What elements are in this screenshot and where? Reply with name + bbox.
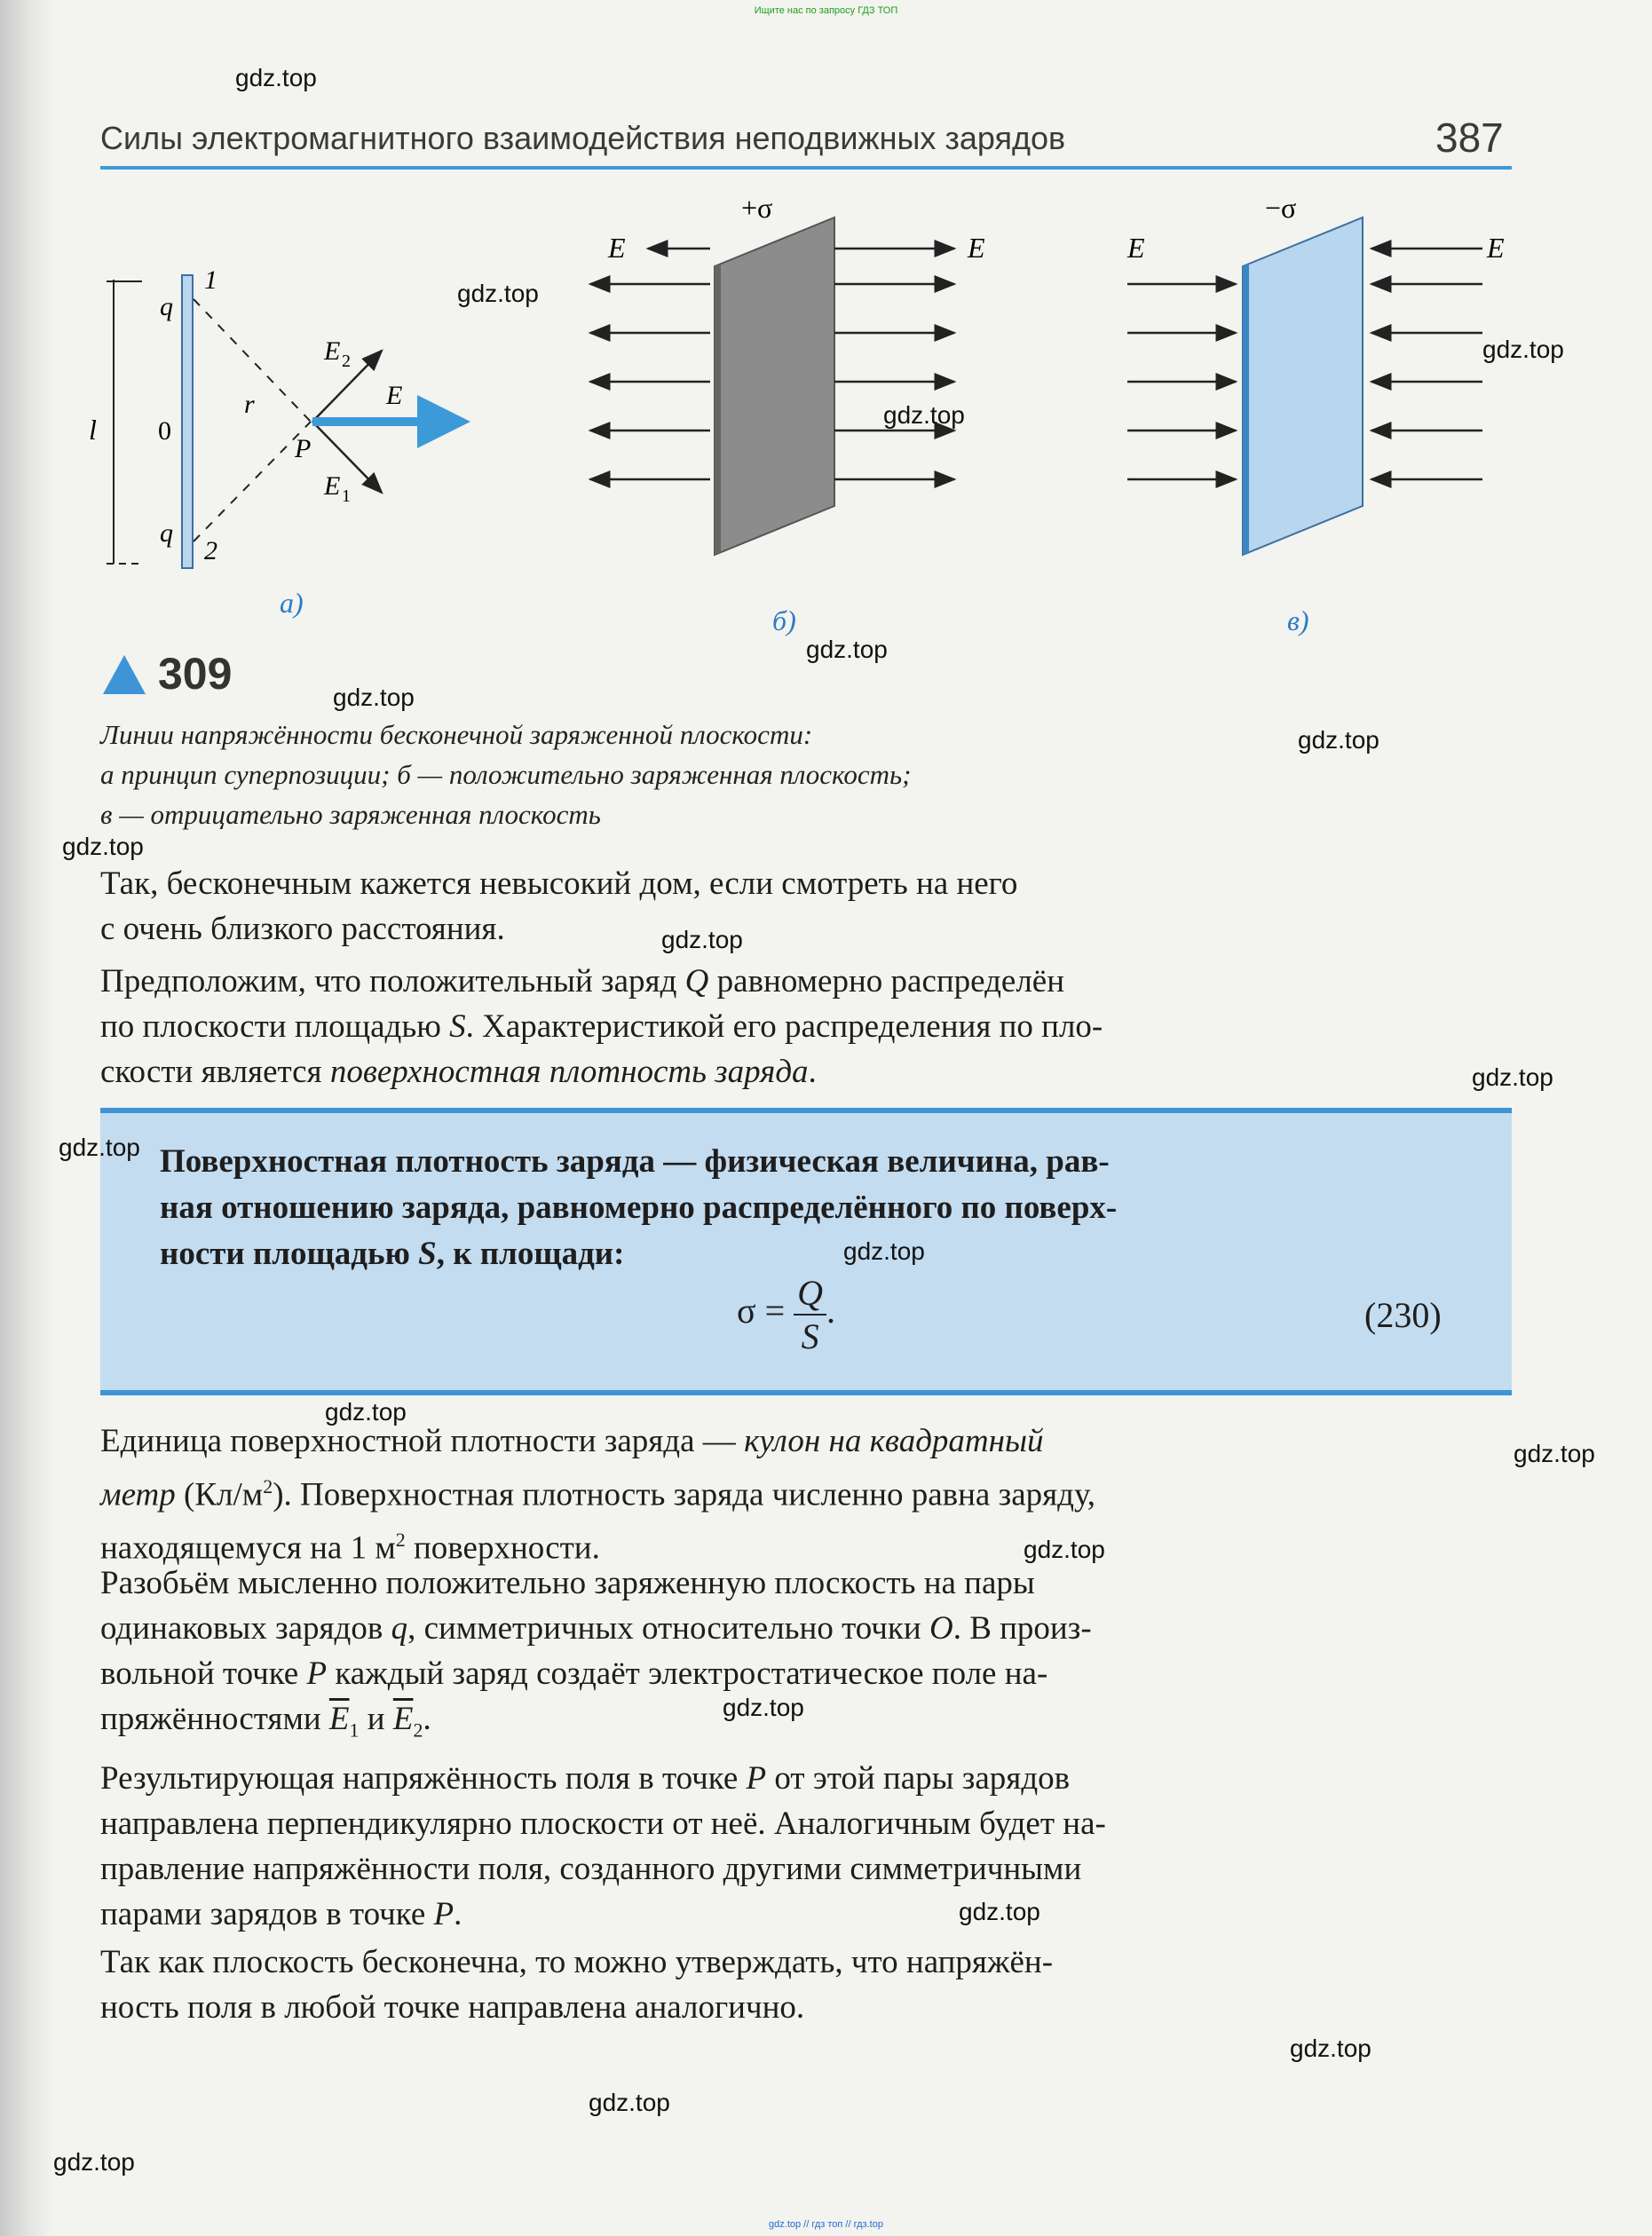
watermark: gdz.top bbox=[959, 1898, 1040, 1925]
panel-c-diagram bbox=[1126, 200, 1505, 636]
formula-sigma: σ = $\frac{Q}{S}$ . bbox=[737, 1273, 836, 1356]
text-line: Единица поверхностной плотности заряда — кулон на квадратный bbox=[100, 1423, 1044, 1459]
figure-309 bbox=[89, 200, 1536, 644]
label-plus-sigma: +σ bbox=[741, 200, 773, 224]
paragraph-5 bbox=[100, 1756, 1512, 1937]
text-line: парами зарядов в точке P. bbox=[100, 1896, 462, 1932]
paragraph-3 bbox=[100, 1418, 1512, 1571]
watermark: gdz.top bbox=[325, 1398, 407, 1426]
text-line: направлена перпендикулярно плоскости от неё. Аналогичным будет на- bbox=[100, 1805, 1106, 1842]
label-E2: E bbox=[324, 336, 341, 366]
label-r: r bbox=[244, 390, 255, 419]
paragraph-6 bbox=[100, 1940, 1512, 2030]
text-line: ная отношению заряда, равномерно распределённого по поверх- bbox=[160, 1189, 1118, 1226]
label-q-top: q bbox=[160, 292, 173, 321]
caption-line: в — отрицательно заряженная плоскость bbox=[100, 799, 601, 830]
watermark: gdz.top bbox=[589, 2089, 670, 2116]
label-E1: E bbox=[324, 471, 341, 501]
text-line: находящемуся на 1 $м^2$ поверхности. bbox=[100, 1529, 600, 1567]
panel-a-diagram bbox=[89, 265, 462, 619]
label-E: E bbox=[386, 381, 403, 410]
text-line: правление напряжённости поля, созданного другими симметричными bbox=[100, 1851, 1082, 1887]
figure-caption bbox=[100, 715, 911, 834]
text-line: метр $(Кл/м^2)$. Поверхностная плотность заряда численно равна заряду, bbox=[100, 1475, 1096, 1513]
watermark: gdz.top bbox=[1482, 336, 1564, 363]
text-line: Так как плоскость бесконечна, то можно утверждать, что напряжён- bbox=[100, 1944, 1054, 1980]
paragraph-4 bbox=[100, 1560, 1512, 1752]
bottom-note: gdz.top // гдз топ // гдз.top bbox=[769, 2219, 883, 2230]
watermark: gdz.top bbox=[59, 1134, 140, 1161]
watermark: gdz.top bbox=[1514, 1440, 1595, 1467]
watermark: gdz.top bbox=[843, 1237, 925, 1265]
watermark: gdz.top bbox=[333, 683, 415, 711]
caption-line: Линии напряжённости бесконечной заряженной плоскости: bbox=[100, 719, 813, 750]
text-line: скости является поверхностная плотность заряда. bbox=[100, 1054, 817, 1090]
label-E-left-c: E bbox=[1127, 232, 1145, 264]
panel-b-label: б) bbox=[772, 604, 796, 636]
text-line: ности площадью S, к площади: bbox=[160, 1236, 625, 1272]
charged-plate-edge bbox=[182, 275, 193, 568]
text-line: Предположим, что положительный заряд Q равномерно распределён bbox=[100, 963, 1065, 999]
watermark: gdz.top bbox=[1290, 2035, 1371, 2062]
text-line: по плоскости площадью S. Характеристикой его распределения по пло- bbox=[100, 1008, 1103, 1045]
definition-text bbox=[160, 1139, 1117, 1277]
panel-a-label: а) bbox=[280, 587, 304, 619]
label-E1-sub: 1 bbox=[342, 486, 351, 506]
caption-line: а принцип суперпозиции; б — положительно заряженная плоскость; bbox=[100, 759, 912, 790]
watermark: gdz.top bbox=[457, 280, 539, 307]
label-l: l bbox=[89, 414, 97, 446]
panel-c-label: в) bbox=[1287, 604, 1309, 636]
positive-plate bbox=[715, 217, 834, 555]
line-charge2-to-P bbox=[194, 422, 311, 541]
top-search-note: Ищите нас по запросу ГДЗ ТОП bbox=[754, 5, 898, 16]
vector-E1 bbox=[312, 422, 382, 493]
text-line: вольной точке P каждый заряд создаёт электростатическое поле на- bbox=[100, 1655, 1048, 1692]
watermark: gdz.top bbox=[235, 64, 317, 91]
watermark: gdz.top bbox=[1024, 1536, 1105, 1563]
label-num-2: 2 bbox=[204, 536, 217, 565]
label-zero: 0 bbox=[158, 416, 171, 446]
text-line: Так, бесконечным кажется невысокий дом, если смотреть на него bbox=[100, 865, 1018, 902]
label-minus-sigma: −σ bbox=[1265, 200, 1297, 224]
figure-marker-triangle-icon bbox=[103, 655, 146, 694]
watermark: gdz.top bbox=[53, 2148, 135, 2176]
watermark: gdz.top bbox=[883, 401, 965, 429]
label-E-right-c: E bbox=[1487, 232, 1505, 264]
watermark: gdz.top bbox=[62, 833, 144, 860]
page-number: 387 bbox=[1435, 115, 1504, 161]
label-E2-sub: 2 bbox=[342, 352, 351, 371]
book-gutter-shadow bbox=[0, 0, 53, 2236]
label-num-1: 1 bbox=[204, 265, 217, 295]
watermark: gdz.top bbox=[661, 926, 743, 953]
label-P: P bbox=[295, 434, 312, 463]
text-line: пряжённостями $\overline{E}_1$ и $\overline{E}_2$. bbox=[100, 1701, 431, 1742]
header-rule bbox=[100, 166, 1512, 170]
paragraph-2 bbox=[100, 959, 1512, 1094]
text-line: Разобьём мысленно положительно заряженную плоскость на пары bbox=[100, 1565, 1035, 1601]
label-E-right-b: E bbox=[968, 232, 985, 264]
watermark: gdz.top bbox=[1472, 1063, 1553, 1091]
fraction: $\frac{Q}{S}$ bbox=[794, 1272, 826, 1357]
text-line: с очень близкого расстояния. bbox=[100, 911, 505, 947]
watermark: gdz.top bbox=[1298, 726, 1379, 754]
paragraph-1 bbox=[100, 861, 1512, 952]
text-line: ность поля в любой точке направлена аналогично. bbox=[100, 1989, 805, 2026]
text-line: одинаковых зарядов q, симметричных относительно точки O. В произ- bbox=[100, 1610, 1092, 1647]
text-line: Поверхностная плотность заряда — физическая величина, рав- bbox=[160, 1143, 1110, 1180]
running-header-title: Силы электромагнитного взаимодействия неподвижных зарядов bbox=[100, 120, 1066, 156]
watermark: gdz.top bbox=[723, 1694, 804, 1721]
watermark: gdz.top bbox=[806, 636, 888, 663]
figure-number: 309 bbox=[158, 649, 233, 699]
label-E-left-b: E bbox=[608, 232, 626, 264]
label-q-bottom: q bbox=[160, 518, 173, 548]
equation-number: (230) bbox=[1364, 1295, 1442, 1335]
text-line: Результирующая напряжённость поля в точке P от этой пары зарядов bbox=[100, 1760, 1071, 1797]
negative-plate bbox=[1243, 217, 1363, 555]
